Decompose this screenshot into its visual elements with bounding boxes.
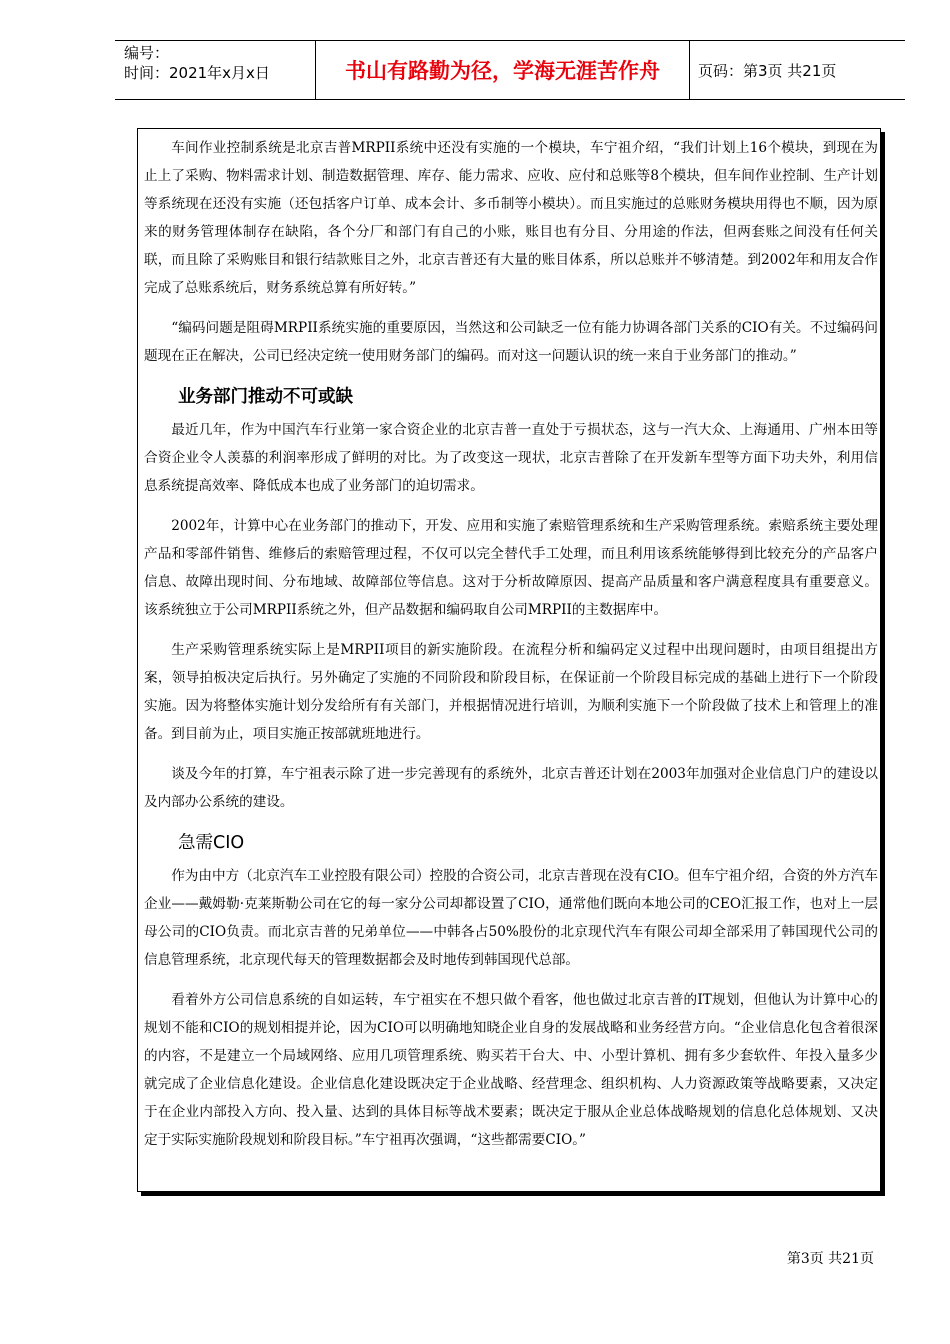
- paragraph-8: 看着外方公司信息系统的自如运转，车宁祖实在不想只做个看客，他也做过北京吉普的IT规划，但他认为计算中心的规划不能和CIO的规划相提并论，因为CIO可以明确地知晓企业自身的发展战略和业务经营方向。“企业信息化包含着很深的内容，不是建立一个局域网络、应用几项管理系统、购买若干台大、中、小型计算机、拥有多少套软件、年投入量多少就完成了企业信息化建设。企业信息化建设既决定于企业战略、经营理念、组织机构、人力资源政策等战略要素，又决定于在企业内部投入方向、投入量、达到的具体目标等战术要素；既决定于服从企业总体战略规划的信息化总体规划、又决定于实际实施阶段规划和阶段目标。”车宁祖再次强调，“这些都需要CIO。”: [144, 992, 878, 1148]
- paragraph-6: 谈及今年的打算，车宁祖表示除了进一步完善现有的系统外，北京吉普还计划在2003年加强对企业信息门户的建设以及内部办公系统的建设。: [144, 766, 878, 810]
- footer-page-number: 第3页 共21页: [786, 1251, 874, 1267]
- code-label: 编号：: [124, 44, 170, 62]
- paragraph-2: “编码问题是阻碍MRPII系统实施的重要原因，当然这和公司缺乏一位有能力协调各部门关系的CIO有关。不过编码问题现在正在解决，公司已经决定统一使用财务部门的编码。而对这一问题认识的统一来自于业务部门的推动。”: [144, 320, 878, 364]
- paragraph-1: 车间作业控制系统是北京吉普MRPII系统中还没有实施的一个模块，车宁祖介绍，“我们计划上16个模块，到现在为止上了采购、物料需求计划、制造数据管理、库存、能力需求、应收、应付和总账等8个模块，但车间作业控制、生产计划等系统现在还没有实施（还包括客户订单、成本会计、多币制等小模块）。而且实施过的总账财务模块用得也不顺，因为原来的财务管理体制存在缺陷，各个分厂和部门有自己的小账，账目也有分目、分用途的作法，但两套账之间没有任何关联，而且除了采购账目和银行结款账目之外，北京吉普还有大量的账目体系，所以总账并不够清楚。到2002年和用友合作完成了总账系统后，财务系统总算有所好转。”: [144, 140, 878, 296]
- header-page-number: 页码：第3页 共21页: [698, 61, 837, 80]
- paragraph-7: 作为由中方（北京汽车工业控股有限公司）控股的合资公司，北京吉普现在没有CIO。但车宁祖介绍，合资的外方汽车企业——戴姆勒·克莱斯勒公司在它的每一家分公司却都设置了CIO，通常他们既向本地公司的CEO汇报工作，也对上一层母公司的CIO负责。而北京吉普的兄弟单位——中韩各占50%股份的北京现代汽车有限公司却全部采用了韩国现代公司的信息管理系统，北京现代每天的管理数据都会及时地传到韩国现代总部。: [144, 868, 878, 968]
- time-line: 时间：2021年x月x日: [124, 64, 270, 82]
- section-heading-business: 业务部门推动不可或缺: [178, 387, 353, 407]
- header-meta: [115, 41, 316, 99]
- section-heading-cio: 急需CIO: [178, 833, 245, 853]
- paragraph-4: 2002年，计算中心在业务部门的推动下，开发、应用和实施了索赔管理系统和生产采购管理系统。索赔系统主要处理产品和零部件销售、维修后的索赔管理过程，不仅可以完全替代手工处理，而且利用该系统能够得到比较充分的产品客户信息、故障出现时间、分布地域、故障部位等信息。这对于分析故障原因、提高产品质量和客户满意程度具有重要意义。该系统独立于公司MRPII系统之外，但产品数据和编码取自公司MRPII的主数据库中。: [144, 518, 878, 618]
- paragraph-5: 生产采购管理系统实际上是MRPII项目的新实施阶段。在流程分析和编码定义过程中出现问题时，由项目组提出方案，领导拍板决定后执行。另外确定了实施的不同阶段和阶段目标，在保证前一个阶段目标完成的基础上进行下一个阶段实施。因为将整体实施计划分发给所有有关部门，并根据情况进行培训，为顺利实施下一个阶段做了技术上和管理上的准备。到目前为止，项目实施正按部就班地进行。: [144, 642, 878, 742]
- header-motto: 书山有路勤为径，学海无涯苦作舟: [316, 41, 690, 99]
- article-body: [144, 134, 878, 1166]
- page-header: [115, 40, 905, 100]
- paragraph-3: 最近几年，作为中国汽车行业第一家合资企业的北京吉普一直处于亏损状态，这与一汽大众、上海通用、广州本田等合资企业令人羡慕的利润率形成了鲜明的对比。为了改变这一现状，北京吉普除了在开发新车型等方面下功夫外，利用信息系统提高效率、降低成本也成了业务部门的迫切需求。: [144, 422, 878, 494]
